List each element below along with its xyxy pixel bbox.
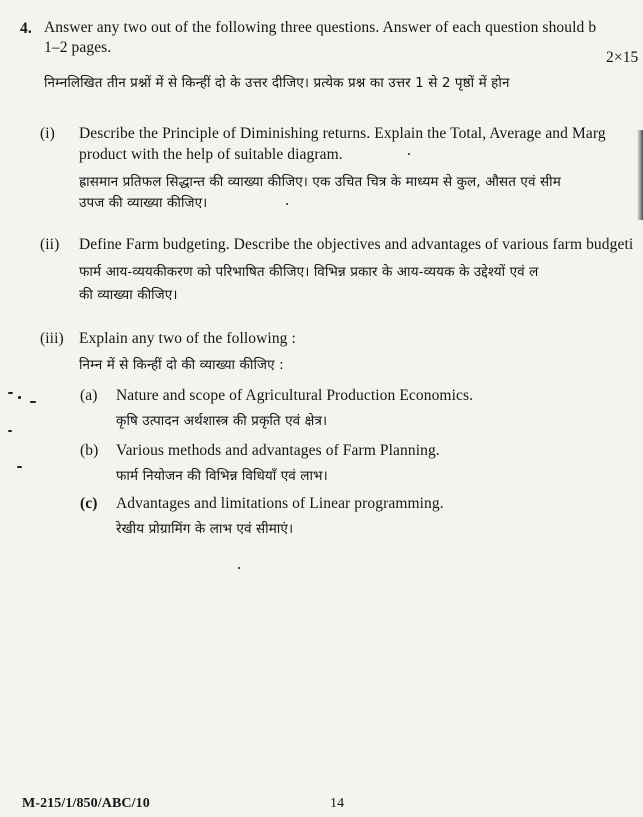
part-i-hi-line1: ह्रासमान प्रतिफल सिद्धान्त की व्याख्या कीजिए। एक उचित चित्र के माध्यम से कुल, औसत एवं सीम bbox=[79, 174, 561, 190]
subpart-a-en: Nature and scope of Agricultural Production Economics. bbox=[116, 387, 474, 404]
scan-edge-shadow bbox=[637, 130, 643, 220]
page-number: 14 bbox=[330, 796, 345, 811]
subpart-b-label: (b) bbox=[80, 442, 99, 459]
part-ii-hi-line1: फार्म आय-व्ययकीकरण को परिभाषित कीजिए। विभिन्न प्रकार के आय-व्ययक के उद्देश्यों एवं ल bbox=[79, 264, 539, 280]
part-i-en-line1: Describe the Principle of Diminishing returns. Explain the Total, Average and Marg bbox=[79, 125, 606, 142]
part-i-en-line2: product with the help of suitable diagram. bbox=[79, 146, 343, 163]
subpart-c-en: Advantages and limitations of Linear programming. bbox=[116, 495, 444, 512]
marks-label: 2×15 bbox=[606, 49, 639, 66]
scan-speck bbox=[238, 567, 240, 569]
subpart-a-label: (a) bbox=[80, 387, 98, 404]
scan-speck bbox=[30, 401, 36, 403]
subpart-a-hi: कृषि उत्पादन अर्थशास्त्र की प्रकृति एवं क्षेत्र। bbox=[116, 413, 328, 429]
instruction-en-line2: 1–2 pages. bbox=[44, 39, 112, 56]
part-ii-en-line1: Define Farm budgeting. Describe the objectives and advantages of various farm budgeti bbox=[79, 236, 634, 253]
footer-code: M-215/1/850/ABC/10 bbox=[22, 796, 150, 811]
part-ii-hi-line2: की व्याख्या कीजिए। bbox=[79, 287, 178, 303]
part-i-hi-line2: उपज की व्याख्या कीजिए। bbox=[79, 195, 208, 211]
instruction-en-line1: Answer any two out of the following three questions. Answer of each question should b bbox=[44, 19, 597, 36]
scan-speck bbox=[408, 153, 410, 155]
subpart-c-hi: रेखीय प्रोग्रामिंग के लाभ एवं सीमाएं। bbox=[116, 521, 294, 537]
subpart-b-en: Various methods and advantages of Farm Planning. bbox=[116, 442, 440, 459]
part-iii-label: (iii) bbox=[40, 330, 64, 347]
subpart-b-hi: फार्म नियोजन की विभिन्न विधियाँ एवं लाभ। bbox=[116, 468, 328, 484]
part-iii-hi-line1: निम्न में से किन्हीं दो की व्याख्या कीजिए : bbox=[79, 357, 284, 373]
instruction-hi: निम्नलिखित तीन प्रश्नों में से किन्हीं दो के उत्तर दीजिए। प्रत्येक प्रश्न का उत्तर 1 से 2 पृष्ठों में होन bbox=[44, 75, 510, 91]
scan-speck bbox=[18, 396, 21, 399]
scan-speck bbox=[286, 203, 288, 205]
scan-speck bbox=[8, 430, 12, 432]
part-i-label: (i) bbox=[40, 125, 55, 142]
scan-speck bbox=[17, 466, 22, 468]
part-iii-en-line1: Explain any two of the following : bbox=[79, 330, 296, 347]
scan-speck bbox=[8, 392, 13, 394]
question-number: 4. bbox=[20, 20, 32, 37]
subpart-c-label: (c) bbox=[80, 495, 98, 512]
part-ii-label: (ii) bbox=[40, 236, 60, 253]
